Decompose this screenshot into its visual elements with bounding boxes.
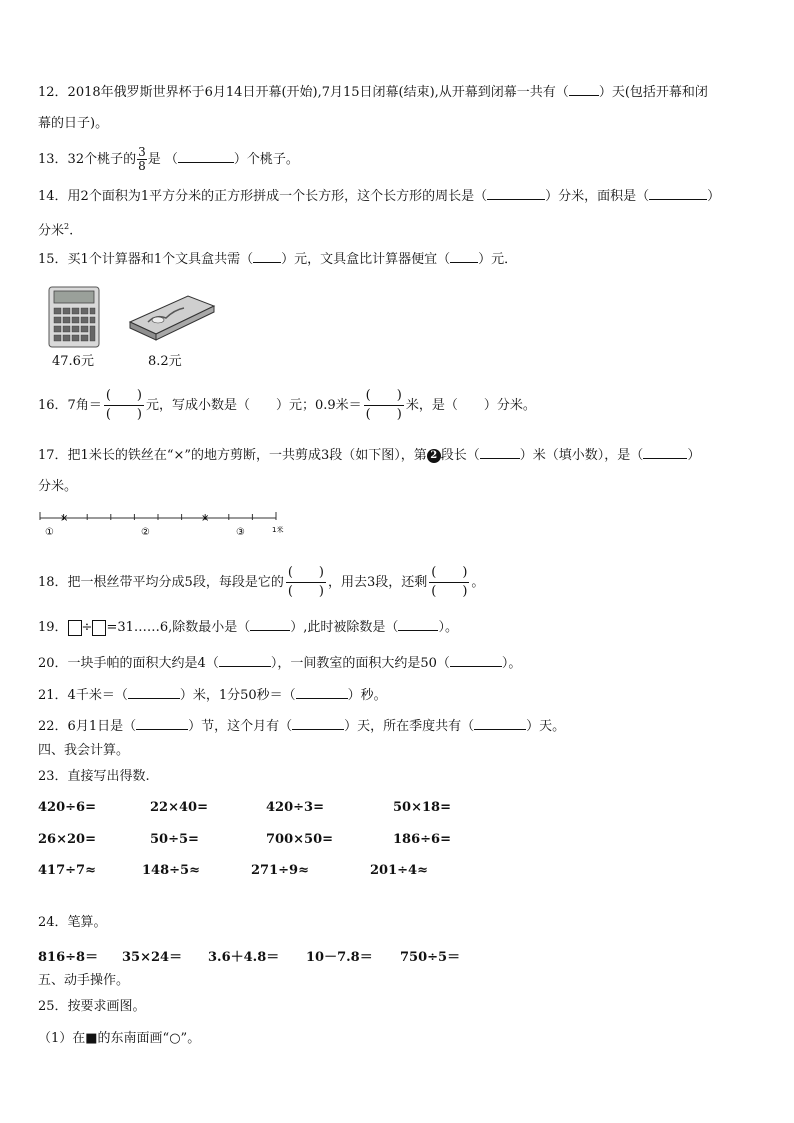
written-calc-item: 816÷8＝ xyxy=(38,950,99,965)
question-23-title: 23．直接写出得数. xyxy=(38,769,150,784)
calc-item: 22×40= xyxy=(150,800,208,815)
question-16: 16．7角＝ $\frac{( )}{( )}$ 元，写成小数是（ ）元；0.9米＝ $\frac{( )}{( )}$ 米，是（ ）分米。 xyxy=(38,388,536,422)
question-20: 20．一块手帕的面积大约是4（ ），一间教室的面积大约是50（ ）。 xyxy=(38,656,522,671)
calc-item: 148÷5≈ xyxy=(142,863,200,878)
fraction-3-8: $\frac{3}{8}$ xyxy=(138,145,146,173)
answer-blank[interactable] xyxy=(250,618,290,631)
segment-2-label: ② xyxy=(141,527,150,538)
fraction-blank[interactable]: $\frac{( )}{( )}$ xyxy=(105,388,142,422)
answer-blank[interactable] xyxy=(292,717,344,730)
answer-blank[interactable] xyxy=(128,686,180,699)
answer-blank[interactable] xyxy=(474,717,526,730)
question-18: 18．把一根丝带平均分成5段，每段是它的 $\frac{( )}{( )}$ ，用去3段，还剩 $\frac{( )}{( )}$ 。 xyxy=(38,565,485,599)
question-25-sub1: （1）在■的东南面画“○”。 xyxy=(38,1031,201,1046)
written-calc-item: 3.6＋4.8＝ xyxy=(208,950,280,965)
pencil-box-price: 8.2元 xyxy=(148,354,182,369)
calculator-price: 47.6元 xyxy=(52,354,94,369)
question-19: 19． ÷ =31……6,除数最小是（ ）,此时被除数是（ ）。 xyxy=(38,620,458,635)
segment-1-label: ① xyxy=(45,527,54,538)
calc-item: 700×50= xyxy=(266,832,334,847)
segment-3-label: ③ xyxy=(236,527,245,538)
cut-mark: × xyxy=(201,513,210,524)
answer-blank[interactable] xyxy=(178,150,234,163)
calc-item: 201÷4≈ xyxy=(370,863,428,878)
ruler-end-label: 1米 xyxy=(272,526,284,534)
fraction-blank[interactable]: $\frac{( )}{( )}$ xyxy=(287,565,324,599)
calc-item: 420÷3= xyxy=(266,800,324,815)
question-25-title: 25．按要求画图。 xyxy=(38,999,146,1014)
written-calc-item: 35×24＝ xyxy=(122,950,183,965)
dividend-box[interactable] xyxy=(68,620,82,636)
question-14-cont: 分米$^2$. xyxy=(38,222,74,239)
answer-blank[interactable] xyxy=(487,187,545,200)
answer-blank[interactable] xyxy=(450,654,502,667)
answer-blank[interactable] xyxy=(136,717,188,730)
calc-item: 417÷7≈ xyxy=(38,863,96,878)
section-4-heading: 四、我会计算。 xyxy=(38,743,130,758)
answer-blank[interactable] xyxy=(253,250,281,263)
question-15: 15．买1个计算器和1个文具盒共需（ ）元，文具盒比计算器便宜（ ）元． xyxy=(38,252,518,267)
answer-blank[interactable] xyxy=(450,250,478,263)
answer-blank[interactable] xyxy=(569,83,599,96)
question-12: 12．2018年俄罗斯世界杯于6月14日开幕(开始),7月15日闭幕(结束),从开幕到闭幕一共有（ ）天(包括开幕和闭 xyxy=(38,85,708,100)
question-21: 21．4千米＝（ ）米，1分50秒＝（ ）秒。 xyxy=(38,688,387,703)
question-22: 22．6月1日是（ ）节，这个月有（ ）天，所在季度共有（ ）天。 xyxy=(38,719,566,734)
calc-item: 26×20= xyxy=(38,832,96,847)
question-14: 14．用2个面积为1平方分米的正方形拼成一个长方形，这个长方形的周长是（ ）分米，面积是（ ） xyxy=(38,189,721,204)
answer-blank[interactable] xyxy=(296,686,348,699)
answer-blank[interactable] xyxy=(480,446,520,459)
answer-blank[interactable] xyxy=(398,618,438,631)
question-13: 13．32个桃子的 $\frac{3}{8}$ 是 （ ）个桃子。 xyxy=(38,145,299,173)
question-24-title: 24．笔算。 xyxy=(38,915,107,930)
written-calc-item: 10－7.8＝ xyxy=(306,950,373,965)
pencil-box-image xyxy=(126,292,218,342)
question-17-cont: 分米。 xyxy=(38,479,78,494)
calc-item: 50÷5= xyxy=(150,832,199,847)
fraction-blank[interactable]: $\frac{( )}{( )}$ xyxy=(365,388,402,422)
calc-item: 50×18= xyxy=(393,800,451,815)
calc-item: 271÷9≈ xyxy=(251,863,309,878)
section-5-heading: 五、动手操作。 xyxy=(38,973,130,988)
circled-number-2: 2 xyxy=(427,449,441,463)
calculator-image xyxy=(48,286,100,348)
cut-mark: × xyxy=(60,513,69,524)
question-17: 17．把1米长的铁丝在“×”的地方剪断，一共剪成3段（如下图），第 2 段长（ ）米（填小数），是（ ） xyxy=(38,448,701,463)
calc-item: 420÷6= xyxy=(38,800,96,815)
answer-blank[interactable] xyxy=(219,654,271,667)
question-12-cont: 幕的日子)。 xyxy=(38,116,109,131)
answer-blank[interactable] xyxy=(649,187,707,200)
answer-blank[interactable] xyxy=(643,446,687,459)
divisor-box[interactable] xyxy=(92,620,106,636)
calc-item: 186÷6= xyxy=(393,832,451,847)
written-calc-item: 750÷5＝ xyxy=(400,950,461,965)
fraction-blank[interactable]: $\frac{( )}{( )}$ xyxy=(431,565,468,599)
wire-ruler-diagram xyxy=(36,508,296,538)
